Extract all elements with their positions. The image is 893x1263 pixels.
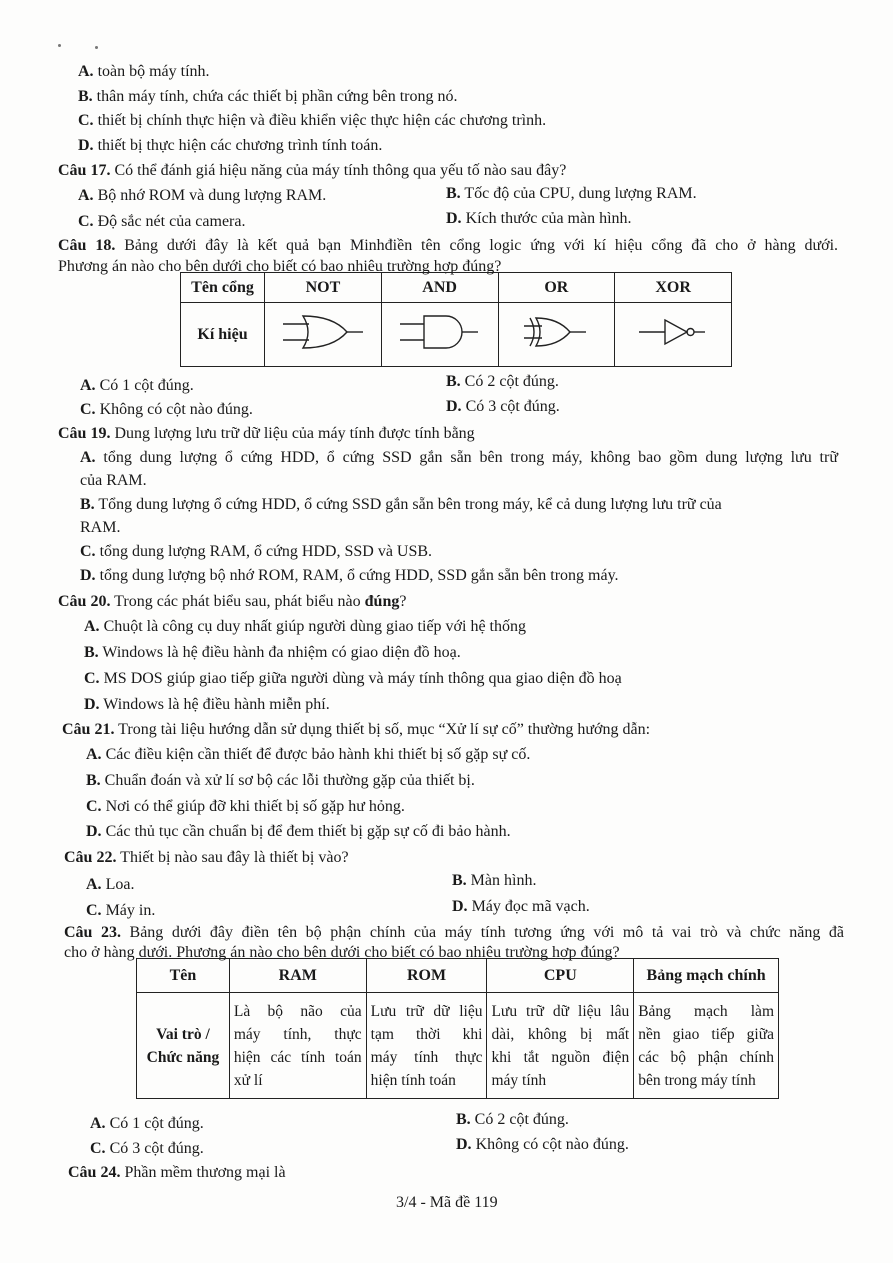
q18-option-d: D. Có 3 cột đúng. — [446, 398, 560, 415]
gate-name-cell: XOR — [615, 273, 732, 303]
q20-stem: Câu 20. Trong các phát biểu sau, phát biểu nào đúng? — [58, 593, 407, 610]
gate-symbol-header: Kí hiệu — [181, 303, 265, 367]
q17-option-d: D. Kích thước của màn hình. — [446, 210, 632, 227]
q20-option-c: C. MS DOS giúp giao tiếp giữa người dùng và máy tính thông qua giao diện đồ hoạ — [84, 670, 622, 687]
q20-option-d: D. Windows là hệ điều hành miễn phí. — [84, 696, 330, 713]
part-name-header: Tên — [137, 959, 230, 993]
q16-option-c: C. thiết bị chính thực hiện và điều khiển việc thực hiện các chương trình. — [78, 112, 547, 129]
page-footer: 3/4 - Mã đề 119 — [396, 1194, 498, 1211]
part-name-cell: RAM — [229, 959, 366, 993]
q22-option-d: D. Máy đọc mã vạch. — [452, 898, 590, 915]
q23-option-d: D. Không có cột nào đúng. — [456, 1136, 629, 1153]
q21-option-b: B. Chuẩn đoán và xử lí sơ bộ các lỗi thường gặp của thiết bị. — [86, 772, 475, 789]
q21-stem: Câu 21. Trong tài liệu hướng dẫn sử dụng thiết bị số, mục “Xử lí sự cố” thường hướng dẫn: — [62, 721, 651, 738]
gate-name-header: Tên cổng — [181, 273, 265, 303]
q17-option-c: C. Độ sắc nét của camera. — [78, 213, 246, 230]
gate-name-cell: AND — [381, 273, 498, 303]
q16-option-a: A. toàn bộ máy tính. — [78, 63, 210, 80]
q16-option-d: D. thiết bị thực hiện các chương trình tính toán. — [78, 137, 383, 154]
q21-option-d: D. Các thủ tục cần chuẩn bị để đem thiết bị gặp sự cố đi bảo hành. — [86, 823, 511, 840]
q22-option-a: A. Loa. — [86, 876, 135, 893]
part-name-cell: CPU — [487, 959, 634, 993]
q18-stem-line2: Phương án nào cho bên dưới cho biết có bao nhiêu trường hợp đúng? — [58, 258, 502, 275]
q18-option-b: B. Có 2 cột đúng. — [446, 373, 559, 390]
q19-option-a-line1: A. tổng dung lượng ổ cứng HDD, ổ cứng SSD gắn sẵn bên trong máy, không bao gồm dung lượng lưu trữ — [80, 449, 838, 466]
q18-stem-line1: Câu 18. Bảng dưới đây là kết quả bạn Minhđiền tên cổng logic ứng với kí hiệu cổng đã cho ở hàng dưới. — [58, 237, 839, 254]
part-name-cell: Bảng mạch chính — [634, 959, 779, 993]
computer-parts-table — [136, 958, 779, 1099]
q21-option-c: C. Nơi có thể giúp đỡ khi thiết bị số gặp hư hỏng. — [86, 798, 405, 815]
q22-option-c: C. Máy in. — [86, 902, 156, 919]
logic-gate-table — [180, 272, 732, 367]
q17-option-b: B. Tốc độ của CPU, dung lượng RAM. — [446, 185, 697, 202]
part-role-cell: Lưu trữ dữ liệu lâu dài, không bị mất khi tắt nguồn điện máy tính — [487, 993, 634, 1099]
part-role-cell: Bảng mạch làm nền giao tiếp giữa các bộ phận chính bên trong máy tính — [634, 993, 779, 1099]
q18-option-c: C. Không có cột nào đúng. — [80, 401, 253, 418]
q23-stem-line1: Câu 23. Bảng dưới đây điền tên bộ phận chính của máy tính tương ứng với mô tả vai trò và chức năng đã — [64, 924, 845, 941]
q23-stem-line2: cho ở hàng dưới. Phương án nào cho bên dưới cho biết có bao nhiêu trường hợp đúng? — [64, 944, 620, 961]
not-gate-symbol — [625, 312, 721, 352]
q23-option-a: A. Có 1 cột đúng. — [90, 1115, 204, 1132]
q19-option-a-line2: của RAM. — [80, 472, 147, 489]
or-gate-symbol — [275, 312, 371, 352]
q17-option-a: A. Bộ nhớ ROM và dung lượng RAM. — [78, 187, 327, 204]
q19-option-b-line1: B. Tổng dung lượng ổ cứng HDD, ổ cứng SSD gắn sẵn bên trong máy, kể cả dung lượng lưu trữ của — [80, 496, 722, 513]
part-role-header: Vai trò / Chức năng — [137, 993, 230, 1099]
xor-gate-symbol — [508, 312, 604, 352]
q23-option-b: B. Có 2 cột đúng. — [456, 1111, 569, 1128]
q20-option-b: B. Windows là hệ điều hành đa nhiệm có giao diện đồ hoạ. — [84, 644, 461, 661]
q19-option-c: C. tổng dung lượng RAM, ổ cứng HDD, SSD và USB. — [80, 543, 433, 560]
gate-name-cell: NOT — [265, 273, 382, 303]
part-role-cell: Lưu trữ dữ liệu tạm thời khi máy tính thực hiện tính toán — [366, 993, 487, 1099]
gate-name-cell: OR — [498, 273, 615, 303]
q23-option-c: C. Có 3 cột đúng. — [90, 1140, 204, 1157]
q19-stem: Câu 19. Dung lượng lưu trữ dữ liệu của máy tính được tính bằng — [58, 425, 475, 442]
q19-option-d: D. tổng dung lượng bộ nhớ ROM, RAM, ổ cứng HDD, SSD gắn sẵn bên trong máy. — [80, 567, 619, 584]
q22-stem: Câu 22. Thiết bị nào sau đây là thiết bị vào? — [64, 849, 349, 866]
and-gate-symbol — [392, 312, 488, 352]
q16-option-b: B. thân máy tính, chứa các thiết bị phần cứng bên trong nó. — [78, 88, 458, 105]
q19-option-b-line2: RAM. — [80, 519, 121, 536]
part-name-cell: ROM — [366, 959, 487, 993]
q24-stem: Câu 24. Phần mềm thương mại là — [68, 1164, 286, 1181]
q22-option-b: B. Màn hình. — [452, 872, 537, 889]
q20-option-a: A. Chuột là công cụ duy nhất giúp người dùng giao tiếp với hệ thống — [84, 618, 526, 635]
q18-option-a: A. Có 1 cột đúng. — [80, 377, 194, 394]
q17-stem: Câu 17. Có thể đánh giá hiệu năng của máy tính thông qua yếu tố nào sau đây? — [58, 162, 567, 179]
part-role-cell: Là bộ não của máy tính, thực hiện các tính toán xử lí — [229, 993, 366, 1099]
q21-option-a: A. Các điều kiện cần thiết để được bảo hành khi thiết bị số gặp sự cố. — [86, 746, 531, 763]
